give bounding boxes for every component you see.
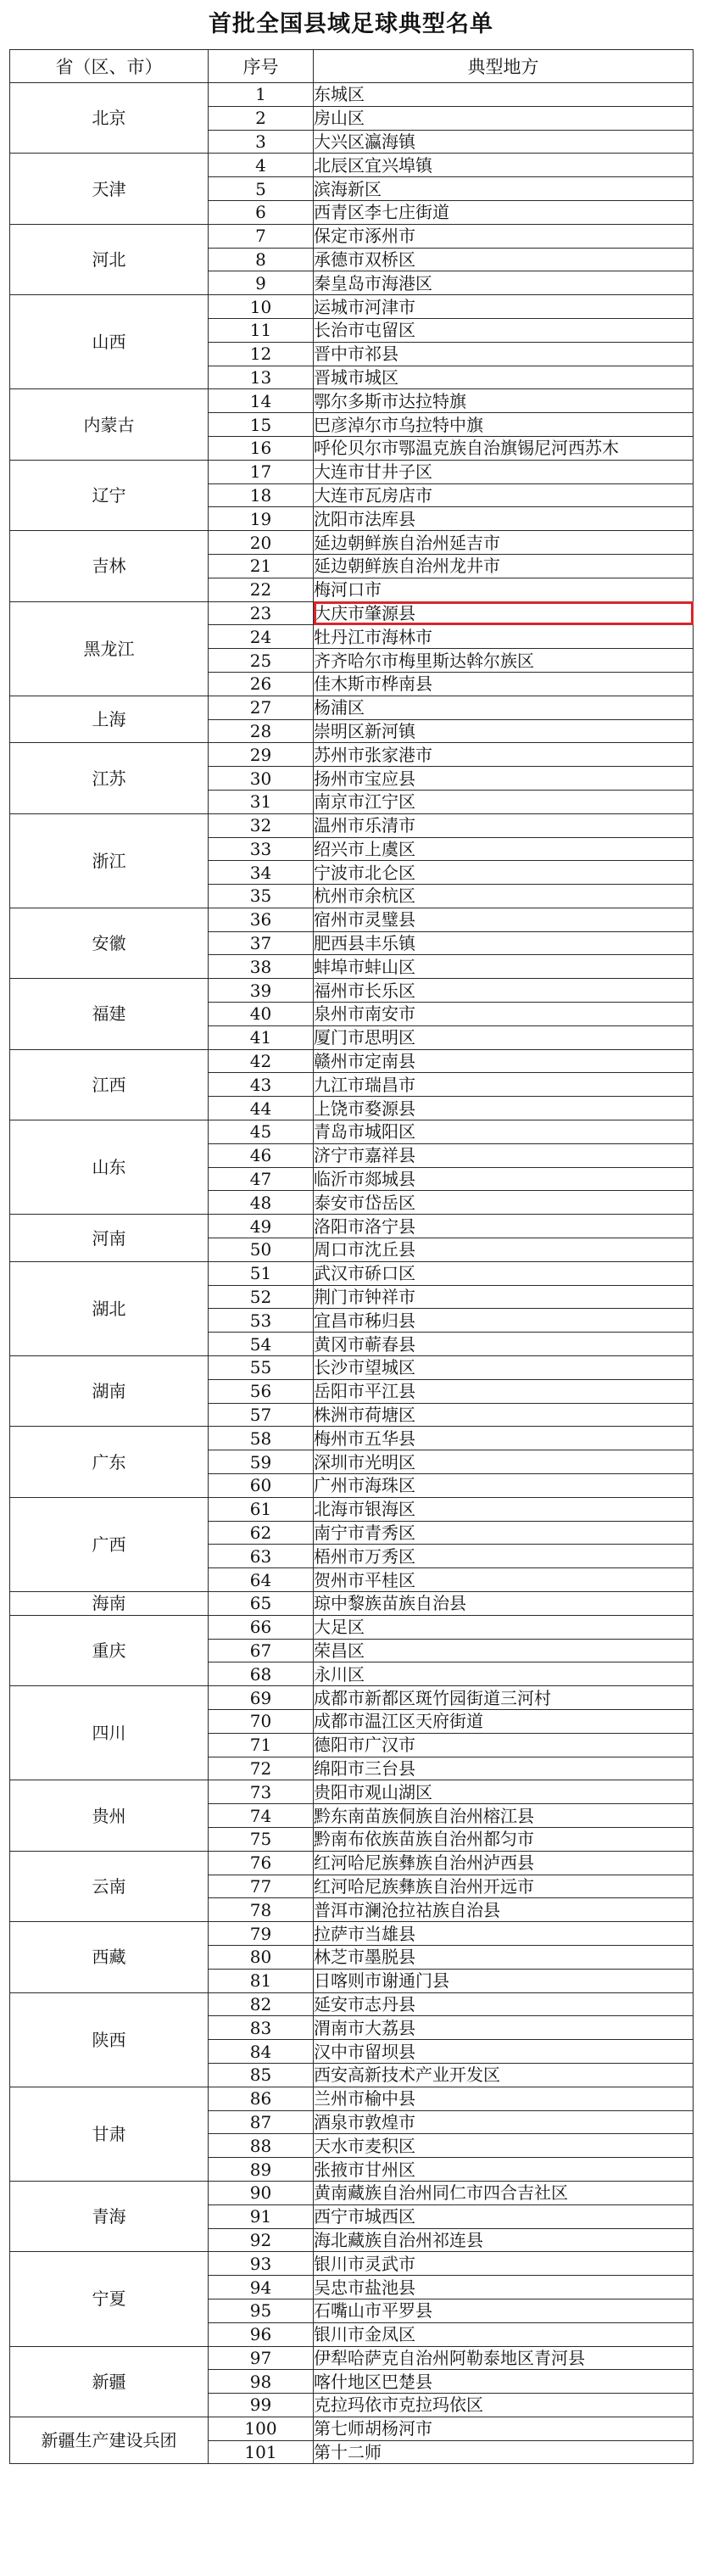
province-cell: 四川 [10, 1686, 209, 1780]
place-cell: 梧州市万秀区 [314, 1545, 694, 1568]
table-row [10, 1922, 694, 1946]
table-row [10, 1592, 694, 1616]
table-row [10, 1427, 694, 1450]
seq-cell: 13 [209, 366, 314, 389]
seq-cell: 21 [209, 554, 314, 578]
seq-cell: 48 [209, 1191, 314, 1215]
seq-cell: 97 [209, 2346, 314, 2370]
table-row [10, 601, 694, 625]
place-cell: 梅河口市 [314, 578, 694, 601]
place-cell: 运城市河津市 [314, 295, 694, 319]
seq-cell: 62 [209, 1521, 314, 1545]
place-cell: 洛阳市洛宁县 [314, 1215, 694, 1238]
province-cell: 陕西 [10, 1992, 209, 2087]
province-cell: 江西 [10, 1049, 209, 1120]
place-cell: 延边朝鲜族自治州延吉市 [314, 531, 694, 555]
seq-cell: 11 [209, 318, 314, 342]
province-cell: 海南 [10, 1592, 209, 1616]
place-cell: 蚌埠市蚌山区 [314, 955, 694, 979]
place-cell: 绍兴市上虞区 [314, 837, 694, 861]
seq-cell: 47 [209, 1167, 314, 1191]
place-cell: 泰安市岱岳区 [314, 1191, 694, 1215]
place-cell: 第七师胡杨河市 [314, 2417, 694, 2440]
province-cell: 广东 [10, 1427, 209, 1497]
seq-cell: 35 [209, 885, 314, 908]
seq-cell: 44 [209, 1097, 314, 1120]
seq-cell: 34 [209, 861, 314, 885]
province-cell: 河北 [10, 224, 209, 294]
seq-cell: 38 [209, 955, 314, 979]
province-cell: 甘肃 [10, 2087, 209, 2181]
place-cell: 红河哈尼族彝族自治州开远市 [314, 1875, 694, 1898]
place-cell: 渭南市大荔县 [314, 2016, 694, 2040]
place-cell: 银川市金凤区 [314, 2322, 694, 2346]
seq-cell: 86 [209, 2087, 314, 2110]
seq-cell: 7 [209, 224, 314, 248]
place-cell: 北辰区宜兴埠镇 [314, 154, 694, 177]
place-cell: 大连市甘井子区 [314, 460, 694, 483]
province-cell: 黑龙江 [10, 601, 209, 696]
seq-cell: 24 [209, 625, 314, 649]
seq-cell: 84 [209, 2040, 314, 2064]
seq-cell: 31 [209, 790, 314, 813]
seq-cell: 25 [209, 649, 314, 673]
seq-cell: 40 [209, 1003, 314, 1026]
table-row [10, 1686, 694, 1710]
place-cell: 大足区 [314, 1615, 694, 1639]
seq-cell: 51 [209, 1261, 314, 1285]
document-title: 首批全国县域足球典型名单 [209, 11, 493, 37]
seq-cell: 94 [209, 2276, 314, 2299]
place-cell: 石嘴山市平罗县 [314, 2299, 694, 2322]
province-cell: 贵州 [10, 1780, 209, 1851]
roster-table [9, 49, 694, 2464]
seq-cell: 58 [209, 1427, 314, 1450]
seq-cell: 79 [209, 1922, 314, 1946]
place-cell: 宁波市北仑区 [314, 861, 694, 885]
place-cell: 西青区李七庄街道 [314, 200, 694, 224]
place-cell: 黔东南苗族侗族自治州榕江县 [314, 1804, 694, 1828]
seq-cell: 81 [209, 1969, 314, 1992]
province-cell: 吉林 [10, 531, 209, 601]
seq-cell: 15 [209, 413, 314, 437]
place-cell: 琼中黎族苗族自治县 [314, 1592, 694, 1616]
table-row [10, 2346, 694, 2370]
place-cell: 牡丹江市海林市 [314, 625, 694, 649]
seq-cell: 37 [209, 931, 314, 955]
seq-cell: 57 [209, 1403, 314, 1427]
seq-cell: 100 [209, 2417, 314, 2440]
header-place: 典型地方 [314, 50, 694, 83]
table-row [10, 295, 694, 319]
seq-cell: 54 [209, 1333, 314, 1356]
place-cell: 杭州市余杭区 [314, 885, 694, 908]
place-cell: 贵阳市观山湖区 [314, 1780, 694, 1804]
place-cell: 北海市银海区 [314, 1497, 694, 1521]
table-row [10, 1497, 694, 1521]
seq-cell: 65 [209, 1592, 314, 1616]
province-cell: 山东 [10, 1120, 209, 1215]
province-cell: 江苏 [10, 743, 209, 813]
seq-cell: 90 [209, 2181, 314, 2204]
seq-cell: 78 [209, 1898, 314, 1922]
place-cell: 株洲市荷塘区 [314, 1403, 694, 1427]
table-row [10, 1215, 694, 1238]
place-cell: 黔南布依族苗族自治州都匀市 [314, 1827, 694, 1851]
table-row [10, 1261, 694, 1285]
seq-cell: 70 [209, 1709, 314, 1733]
seq-cell: 19 [209, 507, 314, 531]
place-cell: 林芝市墨脱县 [314, 1945, 694, 1969]
place-cell: 黄冈市蕲春县 [314, 1333, 694, 1356]
seq-cell: 28 [209, 719, 314, 743]
table-row [10, 224, 694, 248]
place-cell: 晋中市祁县 [314, 342, 694, 366]
place-cell: 延安市志丹县 [314, 1992, 694, 2016]
table-row [10, 83, 694, 107]
seq-cell: 95 [209, 2299, 314, 2322]
place-cell: 荣昌区 [314, 1639, 694, 1662]
place-cell: 沈阳市法库县 [314, 507, 694, 531]
seq-cell: 45 [209, 1120, 314, 1144]
seq-cell: 16 [209, 436, 314, 460]
highlighted-place-cell: 大庆市肇源县 [314, 601, 694, 625]
place-cell: 吴忠市盐池县 [314, 2276, 694, 2299]
seq-cell: 82 [209, 1992, 314, 2016]
seq-cell: 59 [209, 1450, 314, 1474]
place-cell: 温州市乐清市 [314, 813, 694, 837]
table-header-row [10, 50, 694, 83]
seq-cell: 32 [209, 813, 314, 837]
seq-cell: 17 [209, 460, 314, 483]
seq-cell: 91 [209, 2204, 314, 2228]
place-cell: 晋城市城区 [314, 366, 694, 389]
header-province: 省（区、市） [10, 50, 209, 83]
table-row [10, 1356, 694, 1380]
place-cell: 呼伦贝尔市鄂温克族自治旗锡尼河西苏木 [314, 436, 694, 460]
place-cell: 崇明区新河镇 [314, 719, 694, 743]
seq-cell: 18 [209, 483, 314, 507]
table-row [10, 2252, 694, 2276]
seq-cell: 99 [209, 2394, 314, 2417]
seq-cell: 63 [209, 1545, 314, 1568]
province-cell: 辽宁 [10, 460, 209, 530]
place-cell: 荆门市钟祥市 [314, 1285, 694, 1309]
province-cell: 新疆 [10, 2346, 209, 2417]
seq-cell: 80 [209, 1945, 314, 1969]
table-row [10, 1049, 694, 1073]
province-cell: 福建 [10, 979, 209, 1049]
place-cell: 肥西县丰乐镇 [314, 931, 694, 955]
place-cell: 扬州市宝应县 [314, 767, 694, 791]
seq-cell: 4 [209, 154, 314, 177]
place-cell: 贺州市平桂区 [314, 1568, 694, 1592]
seq-cell: 43 [209, 1073, 314, 1097]
seq-cell: 23 [209, 601, 314, 625]
table-row [10, 1120, 694, 1144]
table-row [10, 2181, 694, 2204]
table-row [10, 2087, 694, 2110]
seq-cell: 46 [209, 1143, 314, 1167]
seq-cell: 55 [209, 1356, 314, 1380]
seq-cell: 30 [209, 767, 314, 791]
place-cell: 东城区 [314, 83, 694, 107]
seq-cell: 14 [209, 389, 314, 413]
seq-cell: 2 [209, 106, 314, 130]
seq-cell: 75 [209, 1827, 314, 1851]
place-cell: 九江市瑞昌市 [314, 1073, 694, 1097]
place-cell: 酒泉市敦煌市 [314, 2110, 694, 2134]
seq-cell: 74 [209, 1804, 314, 1828]
place-cell: 延边朝鲜族自治州龙井市 [314, 554, 694, 578]
province-cell: 河南 [10, 1215, 209, 1262]
seq-cell: 98 [209, 2370, 314, 2394]
place-cell: 周口市沈丘县 [314, 1238, 694, 1262]
place-cell: 成都市新都区斑竹园街道三河村 [314, 1686, 694, 1710]
province-cell: 湖南 [10, 1356, 209, 1427]
seq-cell: 73 [209, 1780, 314, 1804]
place-cell: 拉萨市当雄县 [314, 1922, 694, 1946]
place-cell: 兰州市榆中县 [314, 2087, 694, 2110]
place-cell: 宿州市灵璧县 [314, 908, 694, 931]
place-cell: 德阳市广汉市 [314, 1733, 694, 1757]
header-seq: 序号 [209, 50, 314, 83]
province-cell: 浙江 [10, 813, 209, 908]
place-cell: 黄南藏族自治州同仁市四合吉社区 [314, 2181, 694, 2204]
place-cell: 济宁市嘉祥县 [314, 1143, 694, 1167]
place-cell: 宜昌市秭归县 [314, 1309, 694, 1333]
place-cell: 银川市灵武市 [314, 2252, 694, 2276]
seq-cell: 87 [209, 2110, 314, 2134]
place-cell: 西宁市城西区 [314, 2204, 694, 2228]
province-cell: 山西 [10, 295, 209, 389]
place-cell: 长沙市望城区 [314, 1356, 694, 1380]
place-cell: 佳木斯市桦南县 [314, 672, 694, 696]
seq-cell: 10 [209, 295, 314, 319]
seq-cell: 33 [209, 837, 314, 861]
table-body [10, 83, 694, 2464]
place-cell: 广州市海珠区 [314, 1474, 694, 1498]
seq-cell: 22 [209, 578, 314, 601]
province-cell: 天津 [10, 154, 209, 224]
seq-cell: 60 [209, 1474, 314, 1498]
seq-cell: 8 [209, 248, 314, 271]
seq-cell: 93 [209, 2252, 314, 2276]
seq-cell: 71 [209, 1733, 314, 1757]
province-cell: 青海 [10, 2181, 209, 2251]
place-cell: 南京市江宁区 [314, 790, 694, 813]
seq-cell: 92 [209, 2228, 314, 2252]
place-cell: 上饶市婺源县 [314, 1097, 694, 1120]
table-row [10, 460, 694, 483]
province-cell: 云南 [10, 1851, 209, 1921]
table-row [10, 979, 694, 1003]
table-row [10, 1851, 694, 1875]
place-cell: 绵阳市三台县 [314, 1757, 694, 1780]
seq-cell: 68 [209, 1662, 314, 1686]
place-cell: 红河哈尼族彝族自治州泸西县 [314, 1851, 694, 1875]
table-row [10, 696, 694, 719]
place-cell: 齐齐哈尔市梅里斯达斡尔族区 [314, 649, 694, 673]
place-cell: 南宁市青秀区 [314, 1521, 694, 1545]
place-cell: 西安高新技术产业开发区 [314, 2063, 694, 2087]
seq-cell: 77 [209, 1875, 314, 1898]
province-cell: 广西 [10, 1497, 209, 1591]
place-cell: 秦皇岛市海港区 [314, 271, 694, 295]
province-cell: 安徽 [10, 908, 209, 978]
place-cell: 滨海新区 [314, 177, 694, 201]
place-cell: 厦门市思明区 [314, 1025, 694, 1049]
province-cell: 湖北 [10, 1261, 209, 1355]
province-cell: 新疆生产建设兵团 [10, 2417, 209, 2464]
seq-cell: 66 [209, 1615, 314, 1639]
table-row [10, 154, 694, 177]
seq-cell: 52 [209, 1285, 314, 1309]
place-cell: 普洱市澜沧拉祜族自治县 [314, 1898, 694, 1922]
place-cell: 鄂尔多斯市达拉特旗 [314, 389, 694, 413]
place-cell: 福州市长乐区 [314, 979, 694, 1003]
place-cell: 汉中市留坝县 [314, 2040, 694, 2064]
seq-cell: 26 [209, 672, 314, 696]
seq-cell: 53 [209, 1309, 314, 1333]
place-cell: 临沂市郯城县 [314, 1167, 694, 1191]
seq-cell: 83 [209, 2016, 314, 2040]
place-cell: 永川区 [314, 1662, 694, 1686]
place-cell: 张掖市甘州区 [314, 2158, 694, 2182]
seq-cell: 72 [209, 1757, 314, 1780]
place-cell: 海北藏族自治州祁连县 [314, 2228, 694, 2252]
place-cell: 巴彦淖尔市乌拉特中旗 [314, 413, 694, 437]
place-cell: 泉州市南安市 [314, 1003, 694, 1026]
place-cell: 保定市涿州市 [314, 224, 694, 248]
place-cell: 成都市温江区天府街道 [314, 1709, 694, 1733]
seq-cell: 50 [209, 1238, 314, 1262]
seq-cell: 3 [209, 130, 314, 154]
place-cell: 承德市双桥区 [314, 248, 694, 271]
table-row [10, 1992, 694, 2016]
seq-cell: 36 [209, 908, 314, 931]
table-row [10, 908, 694, 931]
seq-cell: 20 [209, 531, 314, 555]
seq-cell: 9 [209, 271, 314, 295]
province-cell: 上海 [10, 696, 209, 743]
seq-cell: 12 [209, 342, 314, 366]
table-row [10, 813, 694, 837]
place-cell: 大连市瓦房店市 [314, 483, 694, 507]
province-cell: 重庆 [10, 1615, 209, 1685]
place-cell: 喀什地区巴楚县 [314, 2370, 694, 2394]
table-row [10, 1615, 694, 1639]
seq-cell: 64 [209, 1568, 314, 1592]
seq-cell: 27 [209, 696, 314, 719]
seq-cell: 56 [209, 1379, 314, 1403]
table-row [10, 743, 694, 767]
table-row [10, 531, 694, 555]
seq-cell: 42 [209, 1049, 314, 1073]
place-cell: 梅州市五华县 [314, 1427, 694, 1450]
place-cell: 长治市屯留区 [314, 318, 694, 342]
place-cell: 深圳市光明区 [314, 1450, 694, 1474]
seq-cell: 41 [209, 1025, 314, 1049]
province-cell: 宁夏 [10, 2252, 209, 2346]
place-cell: 伊犁哈萨克自治州阿勒泰地区青河县 [314, 2346, 694, 2370]
seq-cell: 61 [209, 1497, 314, 1521]
province-cell: 西藏 [10, 1922, 209, 1992]
place-cell: 武汉市硚口区 [314, 1261, 694, 1285]
place-cell: 赣州市定南县 [314, 1049, 694, 1073]
seq-cell: 67 [209, 1639, 314, 1662]
place-cell: 大兴区瀛海镇 [314, 130, 694, 154]
seq-cell: 39 [209, 979, 314, 1003]
table-row [10, 389, 694, 413]
seq-cell: 96 [209, 2322, 314, 2346]
table-row [10, 1780, 694, 1804]
place-cell: 苏州市张家港市 [314, 743, 694, 767]
seq-cell: 89 [209, 2158, 314, 2182]
seq-cell: 5 [209, 177, 314, 201]
seq-cell: 85 [209, 2063, 314, 2087]
seq-cell: 6 [209, 200, 314, 224]
place-cell: 杨浦区 [314, 696, 694, 719]
seq-cell: 76 [209, 1851, 314, 1875]
province-cell: 北京 [10, 83, 209, 154]
place-cell: 克拉玛依市克拉玛依区 [314, 2394, 694, 2417]
table-row [10, 2417, 694, 2440]
place-cell: 第十二师 [314, 2440, 694, 2464]
seq-cell: 88 [209, 2134, 314, 2158]
place-cell: 房山区 [314, 106, 694, 130]
place-cell: 天水市麦积区 [314, 2134, 694, 2158]
place-cell: 日喀则市谢通门县 [314, 1969, 694, 1992]
place-cell: 青岛市城阳区 [314, 1120, 694, 1144]
seq-cell: 49 [209, 1215, 314, 1238]
seq-cell: 69 [209, 1686, 314, 1710]
province-cell: 内蒙古 [10, 389, 209, 460]
seq-cell: 29 [209, 743, 314, 767]
seq-cell: 101 [209, 2440, 314, 2464]
place-cell: 岳阳市平江县 [314, 1379, 694, 1403]
seq-cell: 1 [209, 83, 314, 107]
